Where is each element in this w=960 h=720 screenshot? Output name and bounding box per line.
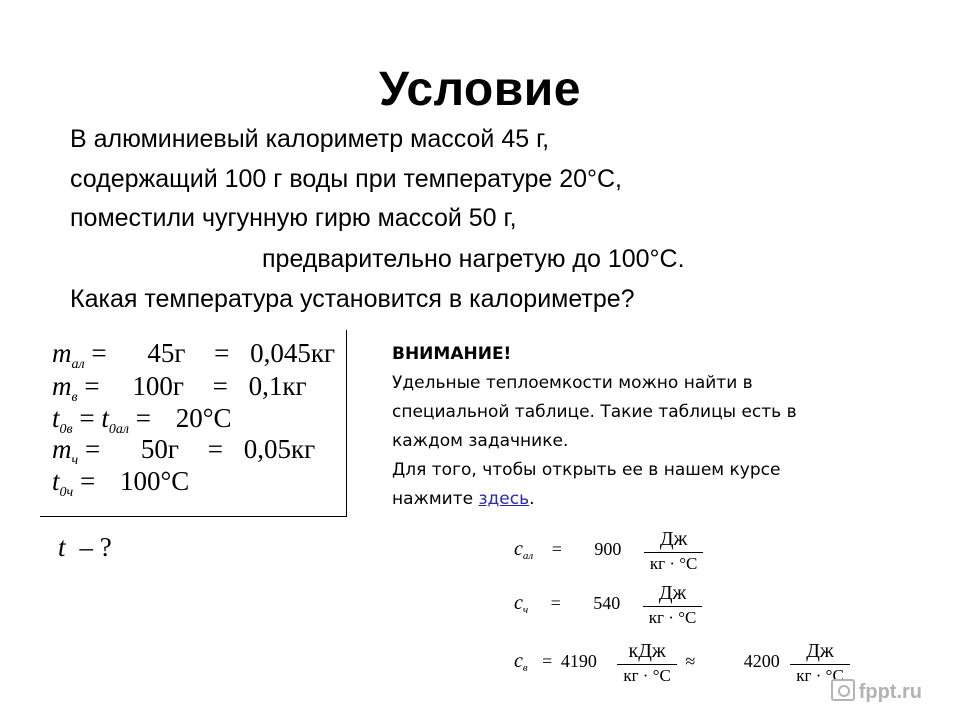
given-mass-cast-iron: $m_ч = 50г = 0,05кг$ <box>52 434 316 468</box>
open-table-link[interactable]: здесь <box>478 489 530 509</box>
given-mass-aluminum: $m_{ал} = 45г = 0,045кг$ <box>52 338 336 372</box>
note-line-5: нажмите здесь. <box>392 489 535 509</box>
note-line-2: специальной таблице. Такие таблицы есть в <box>392 402 797 422</box>
specific-heat-cast-iron: $c_ч = 540$ $\frac{Дж}{кг \cdot ^\circ C}$ <box>514 582 702 628</box>
attention-note <box>392 340 862 514</box>
note-line-4: Для того, чтобы открыть ее в нашем курсе <box>392 460 781 480</box>
condition-line-3: поместили чугунную гирю массой 50 г, <box>70 204 517 232</box>
slide-title: Условие <box>379 63 581 116</box>
condition-line-4: предварительно нагретую до 100°С. <box>262 245 685 273</box>
watermark: fppt.ru <box>831 679 922 704</box>
specific-heat-aluminum: $c_{ал} = 900$ $\frac{Дж}{кг \cdot ^\circ C}$ <box>514 528 703 574</box>
note-heading: ВНИМАНИЕ! <box>392 344 512 364</box>
condition-line-1: В алюминиевый калориметр массой 45 г, <box>70 125 550 153</box>
given-mass-water: $m_в = 100г = 0,1кг$ <box>52 371 307 405</box>
specific-heat-water: $c_в = 4190$ $\frac{\text{кДж}}{кг \cdot ^\circ C}$ ≈ 4200 $\frac{Дж}{кг \cdot ^\circ C}$ <box>514 640 850 686</box>
condition-line-2: содержащий 100 г воды при температуре 20°С, <box>70 165 623 193</box>
note-line-3: каждом задачнике. <box>392 431 569 451</box>
condition-line-5: Какая температура установится в калориметре? <box>70 285 635 313</box>
camera-icon <box>831 679 855 701</box>
find-temperature: t – ? <box>58 532 112 562</box>
note-line-1: Удельные теплоемкости можно найти в <box>392 373 753 393</box>
given-initial-temperature: $t_{0в} = t_{0ал} = 20^\circ C$ <box>52 403 232 437</box>
given-iron-temperature: $t_{0ч} = 100^\circ C$ <box>52 466 190 500</box>
